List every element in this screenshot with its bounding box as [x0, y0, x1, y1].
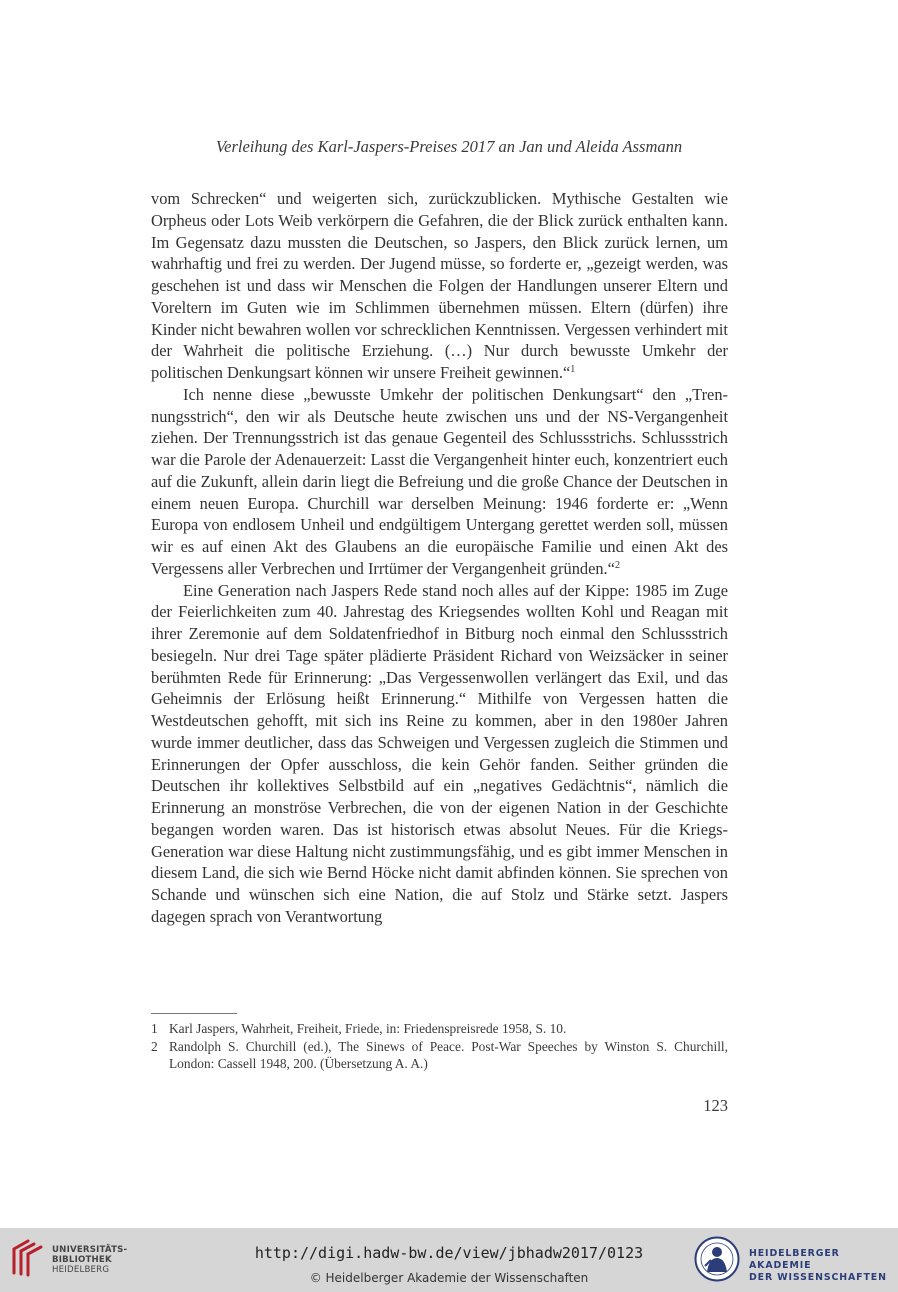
running-head: Verleihung des Karl-Jaspers-Preises 2017 an Jan und Aleida Assmann: [215, 137, 683, 156]
paragraph-2: [151, 384, 728, 580]
hadw-line-2: DER WISSENSCHAFTEN: [749, 1272, 887, 1283]
page-number: 123: [703, 1096, 728, 1115]
footnote-text: Randolph S. Churchill (ed.), The Sinews of Peace. Post-War Speeches by Winston S. Churchill, London: Cassell 1948, 200. (Übersetzung A. A.): [169, 1038, 728, 1071]
footnote-ref-2[interactable]: 2: [614, 559, 620, 571]
paragraph-3-text: Eine Generation nach Jaspers Rede stand noch alles auf der Kippe: 1985 im Zuge der Feierlichkeiten zum 40. Jahrestag des Kriegsendes wollten Kohl und Reagan mit ihrer Zeremonie auf dem Soldatenfriedhof in Bitburg noch einmal den Schlussstrich besiegeln. Nur drei Tage später plädierte Präsident Richard von Weizsäcker in seiner berühmten Rede für Erinnerung: „Das Vergessenwollen verlängert das Exil, und das Geheimnis der Erlösung heißt Erinnerung.“ Mithilfe von Vergessen hatten die Westdeutschen gehofft, mit sich ins Reine zu kommen, aber in den 1980er Jahren wurde immer deutlicher, dass das Schweigen und Vergessen zugleich die Stimmen und Erinnerungen der Opfer ausschloss, die kein Gehör fanden. Seither gründen die Deutschen ihr kollektives Selbstbild auf ein „negatives Gedächtnis“, nämlich die Erinnerung an monströse Verbrechen, die von der eigenen Nation in der Geschichte begangen worden waren. Das ist historisch etwas absolut Neues. Für die Kriegs-Generation war diese Haltung nicht zustimmungsfähig, und es gibt immer Menschen in diesem Land, die sich wie Bernd Höcke nicht damit abfinden können. Sie sprechen von Schande und wünschen sich eine Nation, die auf Stolz und Stärke setzt. Jaspers dagegen sprach von Verantwortung: [151, 580, 728, 926]
ub-line-1: UNIVERSITÄTS-: [52, 1245, 128, 1255]
footnote-text: Karl Jaspers, Wahrheit, Freiheit, Friede, in: Friedenspreisrede 1958, S. 10.: [169, 1021, 567, 1036]
academy-name: [749, 1248, 898, 1284]
paragraph-1-text: vom Schrecken“ und weigerten sich, zurückzublicken. Mythische Gestalten wie Orpheus oder Lots Weib verkörpern die Gefahren, die der Blick zurück enthalten kann. Im Gegensatz dazu mussten die Deutschen, so Jaspers, den Blick zurück lernen, um wahrhaftig und frei zu werden. Der Jugend müsse, so forderte er, „gezeigt werden, was geschehen ist und dass wir Menschen die Folgen der Handlungen unserer Eltern und Voreltern im Guten wie im Schlimmen übernehmen müssen. Eltern (dürfen) ihre Kinder nicht bewahren wollen vor schrecklichen Kenntnissen. Vergessen verhindert mit der Wahrheit die politische Erziehung. (…) Nur durch bewusste Umkehr der politischen Denkungsart können wir unsere Freiheit gewinnen.“: [151, 189, 728, 382]
academy-seal-icon[interactable]: [694, 1236, 740, 1282]
footnote-1: [151, 1020, 728, 1038]
footnote-number: 2: [151, 1038, 158, 1054]
ub-line-2: BIBLIOTHEK: [52, 1255, 112, 1265]
paragraph-1: [151, 188, 728, 384]
copyright-notice: © Heidelberger Akademie der Wissenschaften: [309, 1271, 589, 1285]
body-text: [151, 188, 728, 928]
footnotes: [151, 1020, 728, 1073]
footnote-2: [151, 1038, 728, 1073]
footnote-number: 1: [151, 1021, 158, 1036]
footnote-divider: [151, 1013, 237, 1014]
hadw-line-1: HEIDELBERGER AKADEMIE: [749, 1248, 840, 1271]
footnote-ref-1[interactable]: 1: [570, 364, 576, 375]
paragraph-3: [151, 580, 728, 928]
ub-line-3: HEIDELBERG: [52, 1265, 110, 1275]
paragraph-2-text: Ich nenne diese „bewusste Umkehr der politischen Denkungsart“ den „Trennungsstrich“, den wir als Deutsche heute zwischen uns und der NS-Vergangenheit ziehen. Der Trennungsstrich ist das genaue Gegenteil des Schlussstrichs. Schlussstrich war die Parole der Adenauerzeit: Lasst die Vergangenheit hinter euch, konzentriert euch auf die Zukunft, allein darin liegt die Befreiung und die große Chance der Deutschen in einem neuen Europa. Churchill war derselben Meinung: 1946 forderte er: „Wenn Europa von endlosem Unheil und endgültigem Untergang gerettet werden soll, müssen wir es auf einen Akt des Glaubens an die europäische Familie und einen Akt des Vergessens aller Verbrechen und Irrtümer der Vergangenheit gründen.“: [151, 384, 728, 578]
footer-bar: [0, 1228, 898, 1292]
permalink-url[interactable]: http://digi.hadw-bw.de/view/jbhadw2017/0123: [254, 1244, 644, 1262]
